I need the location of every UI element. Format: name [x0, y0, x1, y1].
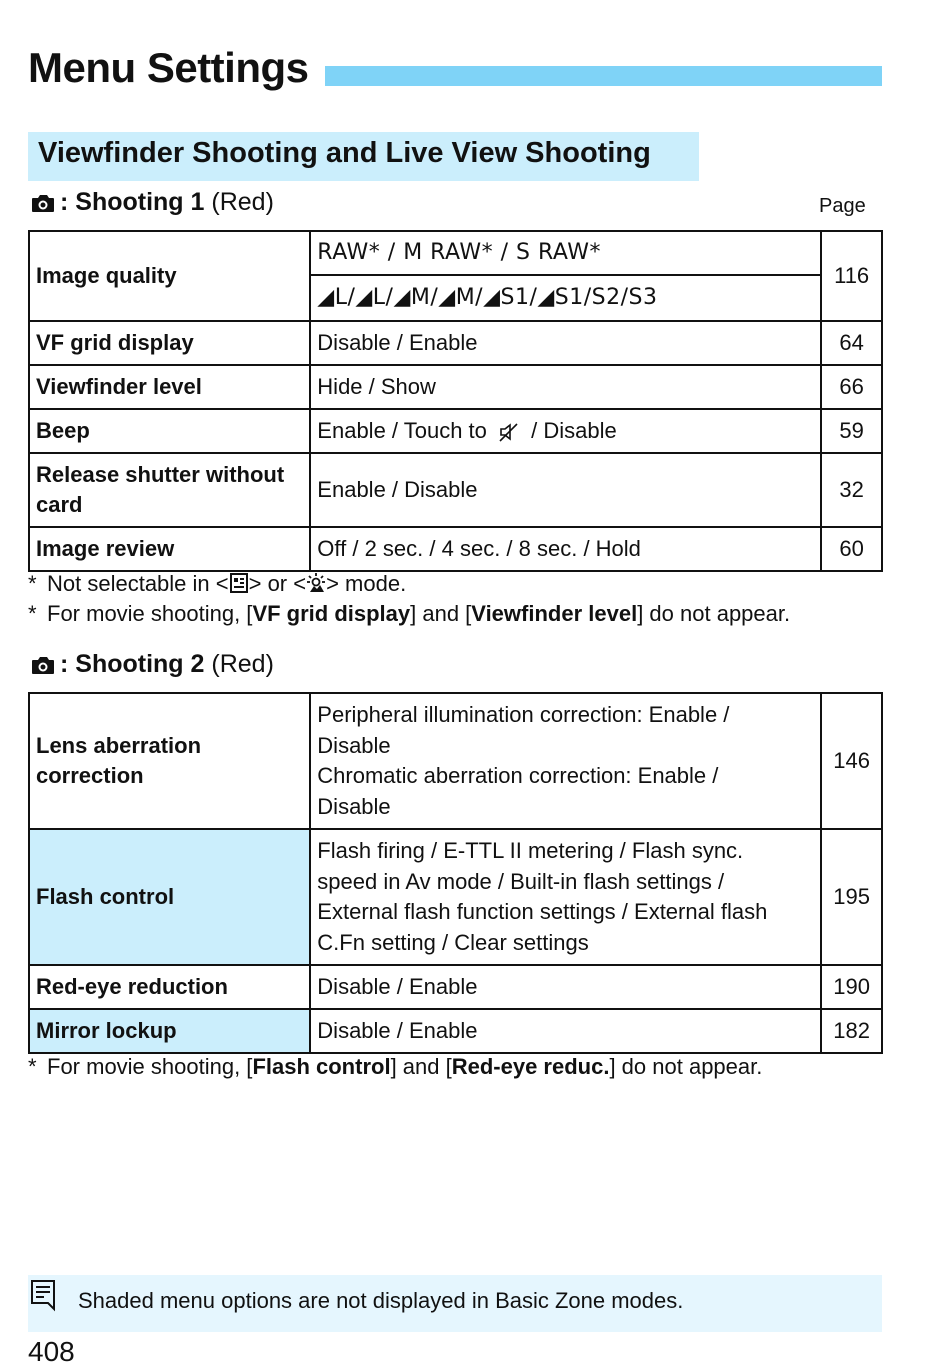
scene-intelligent-auto-icon [229, 572, 249, 594]
page-number: 408 [28, 1336, 75, 1367]
table-row [29, 527, 882, 571]
row-name: VF grid display [29, 321, 310, 365]
row-page: 195 [821, 829, 882, 965]
shooting1-table [28, 230, 883, 572]
row-name: Red-eye reduction [29, 965, 310, 1009]
shooting1-color: (Red) [211, 188, 274, 216]
table-row [29, 409, 882, 453]
memo-icon [30, 1279, 56, 1313]
row-name: Image review [29, 527, 310, 571]
row-value: Enable / Touch to / Disable [310, 409, 821, 453]
table-row [29, 1009, 882, 1053]
mute-speaker-icon [497, 420, 521, 444]
row-page: 146 [821, 693, 882, 829]
row-page: 116 [821, 231, 882, 321]
shooting1-note-1: * Not selectable in < > or < > mode. [28, 571, 407, 596]
info-note-box [28, 1275, 882, 1332]
page-title: Menu Settings [28, 44, 309, 91]
table-row [29, 965, 882, 1009]
row-value: Flash firing / E-TTL II metering / Flash sync. speed in Av mode / Built-in flash settings / External flash function settings / External flash C.Fn setting / Clear settings [310, 829, 821, 965]
shooting2-color: (Red) [211, 650, 274, 678]
shooting2-heading: : Shooting 2 (Red) [30, 650, 274, 679]
row-page: 60 [821, 527, 882, 571]
row-name: Mirror lockup [29, 1009, 310, 1053]
row-value: Disable / Enable [310, 321, 821, 365]
row-name: Flash control [29, 829, 310, 965]
row-page: 190 [821, 965, 882, 1009]
row-value: Hide / Show [310, 365, 821, 409]
row-name: Beep [29, 409, 310, 453]
camera-icon [30, 192, 56, 214]
shooting2-note: * For movie shooting, [Flash control] and [Red-eye reduc.] do not appear. [28, 1054, 763, 1079]
row-name: Release shutter without card [29, 453, 310, 527]
section-title: Viewfinder Shooting and Live View Shooting [38, 137, 651, 169]
row-name: Lens aberration correction [29, 693, 310, 829]
shooting2-table [28, 692, 883, 1054]
row-page: 66 [821, 365, 882, 409]
row-page: 64 [821, 321, 882, 365]
row-value: Peripheral illumination correction: Enable / Disable Chromatic aberration correction: Enable / Disable [310, 693, 821, 829]
table-row [29, 453, 882, 527]
title-accent-bar [325, 66, 882, 86]
row-page: 59 [821, 409, 882, 453]
row-name: Image quality [29, 231, 310, 321]
row-name: Viewfinder level [29, 365, 310, 409]
shooting2-label: Shooting 2 [75, 650, 205, 678]
creative-auto-icon [306, 572, 326, 594]
table-row [29, 321, 882, 365]
page-column-label: Page [819, 195, 866, 217]
camera-icon [30, 654, 56, 676]
quality-raw-options: RAW* / M RAW* / S RAW* [310, 231, 821, 275]
table-row [29, 231, 882, 275]
shooting1-heading: : Shooting 1 (Red) [30, 188, 274, 217]
row-value: Disable / Enable [310, 965, 821, 1009]
table-row [29, 829, 882, 965]
row-value: Off / 2 sec. / 4 sec. / 8 sec. / Hold [310, 527, 821, 571]
shooting1-label: Shooting 1 [75, 188, 205, 216]
info-note-text: Shaded menu options are not displayed in Basic Zone modes. [78, 1288, 684, 1313]
row-value: Disable / Enable [310, 1009, 821, 1053]
section-band [28, 132, 699, 181]
table-row [29, 693, 882, 829]
shooting1-note-2: * For movie shooting, [VF grid display] and [Viewfinder level] do not appear. [28, 601, 791, 626]
row-value: Enable / Disable [310, 453, 821, 527]
quality-jpeg-options: ◢L/◢L/◢M/◢M/◢S1/◢S1/S2/S3 [310, 275, 821, 321]
table-row [29, 365, 882, 409]
row-page: 182 [821, 1009, 882, 1053]
row-page: 32 [821, 453, 882, 527]
